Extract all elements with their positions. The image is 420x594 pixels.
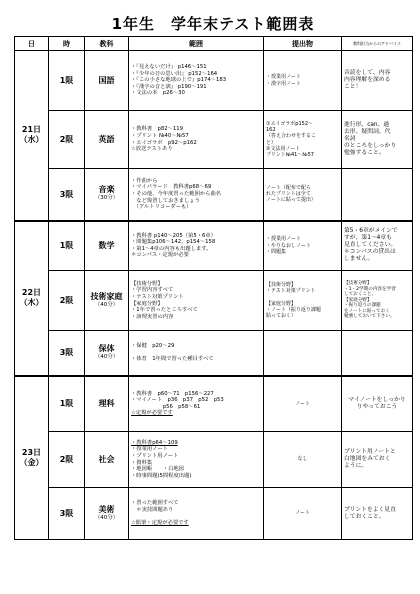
range-line: など復習しておきましょう	[131, 197, 200, 204]
subject-note: （30分）	[94, 195, 119, 202]
range-cell	[129, 51, 264, 111]
submission-line: ①エイゴラボp152～	[266, 120, 314, 127]
day-date: 23日	[21, 447, 42, 457]
advice-line: をノートに貼っておく	[344, 308, 390, 314]
submission-line: 貼っておく）	[266, 312, 297, 319]
range-cell	[129, 331, 264, 376]
page-title: 1年生 学年末テスト範囲表	[111, 15, 315, 33]
table-row	[15, 169, 413, 221]
range-line: ・時事問題(5問程度出題)	[131, 472, 192, 479]
range-table	[14, 36, 413, 540]
subject-cell	[85, 51, 129, 111]
range-line: ・保健 p20～29	[131, 342, 175, 349]
submission-cell	[264, 376, 342, 432]
subject-name: 社会	[98, 455, 115, 464]
advice-cell	[342, 111, 413, 169]
range-line: ☆放送テストあり	[131, 146, 173, 153]
submission-cell	[264, 331, 342, 376]
range-line: ・作曲から	[131, 177, 158, 184]
range-cell	[129, 111, 264, 169]
header-submission: 提出物	[264, 37, 342, 51]
header-subject: 教科	[85, 37, 129, 51]
range-line: ＊実技問題あり	[131, 506, 174, 513]
range-line: ☆定規が必要です	[131, 410, 173, 417]
range-cell	[129, 271, 264, 331]
subject-cell	[85, 488, 129, 540]
table-row	[15, 488, 413, 540]
advice-line: プリントをよく見直	[344, 506, 396, 513]
advice-line: 去形、疑問詞、代	[344, 129, 391, 135]
submission-line: なし	[297, 456, 308, 463]
subject-name: 音楽	[98, 185, 115, 195]
range-line: ・プリント №40～№57	[131, 132, 189, 139]
advice-line: 音読をして、内容	[344, 70, 391, 76]
advice-line: 内容理解を深める	[344, 77, 391, 83]
table-row	[15, 271, 413, 331]
subject-cell	[85, 111, 129, 169]
subject-name: 理科	[98, 399, 115, 409]
period-cell: 3限	[49, 488, 85, 540]
subject-name: 美術	[98, 504, 115, 514]
range-line: ・『この小さな地球の上で』p174～183	[131, 77, 227, 84]
range-line: ・エイゴラボ p92～p162	[131, 139, 197, 146]
range-line: ・文法の本 p26～30	[131, 90, 185, 97]
range-line: ・問題集p106～142、p154～158	[131, 239, 216, 246]
subject-cell	[85, 271, 129, 331]
advice-cell	[342, 331, 413, 376]
range-line: ・学習内容すべて	[131, 287, 174, 294]
period-cell: 1限	[49, 221, 85, 271]
subject-cell	[85, 221, 129, 271]
header-row	[15, 37, 413, 51]
range-cell	[129, 169, 264, 221]
day-weekday: （木）	[19, 298, 44, 307]
range-line: ・『少年の日の思い出』 p152～164	[131, 70, 218, 77]
advice-line: すが、第1～4章も	[344, 235, 392, 242]
advice-line: ように。	[344, 463, 368, 469]
submission-line: プリント№41～№57	[266, 151, 314, 158]
subject-note: （40分）	[94, 514, 119, 521]
submission-line: ノートに貼って提出）	[266, 197, 316, 204]
advice-cell	[342, 488, 413, 540]
subject-name: 国語	[98, 76, 115, 85]
advice-line: ＊コンパスの貸出は	[344, 249, 396, 256]
range-line: ・マイノート p36 p37 p52 p53	[131, 397, 224, 404]
submission-line: ②文法用ノート	[266, 145, 301, 152]
table-row	[15, 331, 413, 376]
submission-cell	[264, 432, 342, 488]
advice-cell	[342, 376, 413, 432]
range-cell	[129, 376, 264, 432]
day-cell	[15, 221, 49, 376]
submission-line: と）	[266, 139, 277, 146]
submission-cell	[264, 111, 342, 169]
advice-line: 【家庭分野】	[344, 297, 372, 303]
range-line: ・プリント用ノート	[131, 452, 179, 459]
range-line: 【技術分野】	[131, 280, 163, 287]
range-line: ・教科書 p60～71 p156～227	[131, 390, 214, 397]
period-cell: 3限	[49, 169, 85, 221]
range-line: ・第1～4章の内容も出題します。	[131, 245, 212, 252]
table-row	[15, 432, 413, 488]
submission-cell	[264, 169, 342, 221]
submission-line: ・テスト対策プリント	[266, 288, 316, 295]
range-line: ・授業用ノート	[131, 446, 168, 453]
advice-line: りやっておこう	[356, 403, 398, 410]
submission-line: ・ノート（振り返り課題	[266, 306, 321, 313]
range-line: ・マイバラード 教科書p68～69	[131, 184, 212, 191]
range-line: （アルトリコーダーも）	[131, 204, 192, 211]
range-line: ・該理実習の内容	[131, 313, 174, 320]
table-row	[15, 221, 413, 271]
submission-line: ノート（配布で配ら	[266, 184, 311, 191]
subject-cell	[85, 432, 129, 488]
range-cell	[129, 432, 264, 488]
advice-line: のところをしっかり	[344, 143, 397, 149]
advice-cell	[342, 51, 413, 111]
subject-name: 数学	[98, 241, 115, 251]
submission-line: ・やりなおしノート	[266, 242, 311, 249]
advice-line: 第5・6章がメインで	[344, 228, 398, 235]
advice-line: ・振り返りの課題	[344, 303, 381, 309]
submission-line: ・問題集	[266, 248, 287, 255]
subject-note: （40分）	[94, 301, 119, 308]
table-row	[15, 111, 413, 169]
range-line: ☆鉛筆・定規が必要です	[131, 520, 189, 527]
period-cell: 1限	[49, 376, 85, 432]
submission-cell	[264, 51, 342, 111]
submission-line: ・漢字用ノート	[266, 80, 301, 87]
period-cell: 2限	[49, 111, 85, 169]
advice-line: 勉強すること。	[344, 150, 385, 156]
day-date: 21日	[21, 125, 42, 135]
range-line: 【家庭分野】	[131, 300, 163, 307]
range-line: ・『漢字の音と訓』 p190～191	[131, 83, 207, 90]
header-advice: 教科担当からのアドバイス	[342, 37, 413, 51]
range-line: ・1年で習ったところすべて	[131, 307, 198, 314]
advice-line: 勉強しておいて下さい。	[344, 314, 395, 320]
period-cell: 2限	[49, 432, 85, 488]
table-row	[15, 51, 413, 111]
range-cell	[129, 488, 264, 540]
range-line: ・体育 1年間で習った種目すべて	[131, 356, 214, 363]
table-row	[15, 376, 413, 432]
advice-line: 進行形、can、過	[344, 122, 390, 128]
submission-line: ・授業用ノート	[266, 236, 301, 243]
day-date: 22日	[21, 288, 42, 297]
period-cell: 1限	[49, 51, 85, 111]
advice-cell	[342, 432, 413, 488]
submission-line: 【技術分野】	[266, 281, 297, 288]
range-cell	[129, 221, 264, 271]
day-weekday: （金）	[19, 457, 44, 467]
advice-line: 見直してください。	[344, 242, 397, 249]
day-cell	[15, 51, 49, 221]
submission-cell	[264, 271, 342, 331]
advice-line: マイノートをしっかり	[348, 396, 406, 403]
submission-line: ・授業用ノート	[266, 74, 301, 81]
advice-cell	[342, 271, 413, 331]
header-day: 日	[15, 37, 49, 51]
range-line: ・習った範囲すべて	[131, 500, 179, 507]
submission-line: （答え合わせをするこ	[266, 133, 317, 140]
advice-line: こと！	[344, 84, 362, 90]
range-line: ・資料集	[131, 459, 153, 466]
subject-cell	[85, 169, 129, 221]
header-period: 時	[49, 37, 85, 51]
range-line: p56 p58～61	[131, 403, 201, 410]
advice-line: しておくこと。	[344, 292, 377, 298]
submission-cell	[264, 488, 342, 540]
advice-line: 【技術分野】	[344, 281, 372, 287]
advice-line: しておくこと。	[344, 513, 385, 520]
submission-line: ノート	[295, 510, 310, 517]
advice-line: しません。	[344, 256, 374, 263]
advice-line: 白地図をみておく	[344, 456, 391, 462]
range-line: ・テスト対策プリント	[131, 293, 184, 300]
period-cell: 3限	[49, 331, 85, 376]
advice-line: 名詞	[344, 136, 356, 142]
submission-line: 162	[266, 127, 276, 134]
submission-line: 【家庭分野】	[266, 300, 297, 307]
subject-cell	[85, 331, 129, 376]
subject-name: 技術家庭	[90, 291, 123, 301]
subject-name: 保体	[98, 343, 115, 353]
range-line: ＊コンパス・定規が必要	[131, 252, 189, 259]
advice-line: プリント用ノートと	[344, 449, 396, 455]
period-cell: 2限	[49, 271, 85, 331]
subject-note: （40分）	[94, 353, 119, 360]
submission-line: ノート	[295, 400, 310, 407]
table-body	[15, 51, 413, 540]
submission-line: れたプリントは全て	[266, 191, 311, 198]
advice-line: ・1・2学期の内容を学習	[344, 286, 396, 292]
day-weekday: （水）	[19, 135, 44, 145]
advice-cell	[342, 221, 413, 271]
header-range: 範囲	[129, 37, 264, 51]
subject-cell	[85, 376, 129, 432]
subject-name: 英語	[98, 135, 115, 144]
submission-cell	[264, 221, 342, 271]
advice-cell	[342, 169, 413, 221]
range-line: ・その他、今年度習った範囲から曲名	[131, 190, 222, 197]
range-sheet	[14, 12, 412, 540]
range-line: ・地図帳 ・白地図	[131, 466, 184, 473]
range-line: ・教科書 p82～119	[131, 126, 183, 133]
day-cell	[15, 376, 49, 540]
range-line: ・教科書 p140～205（第5・6章）	[131, 232, 216, 239]
range-line: ・『見えないだけ』 p146～151	[131, 64, 207, 71]
range-line: ・教科書p64～109	[131, 439, 178, 446]
